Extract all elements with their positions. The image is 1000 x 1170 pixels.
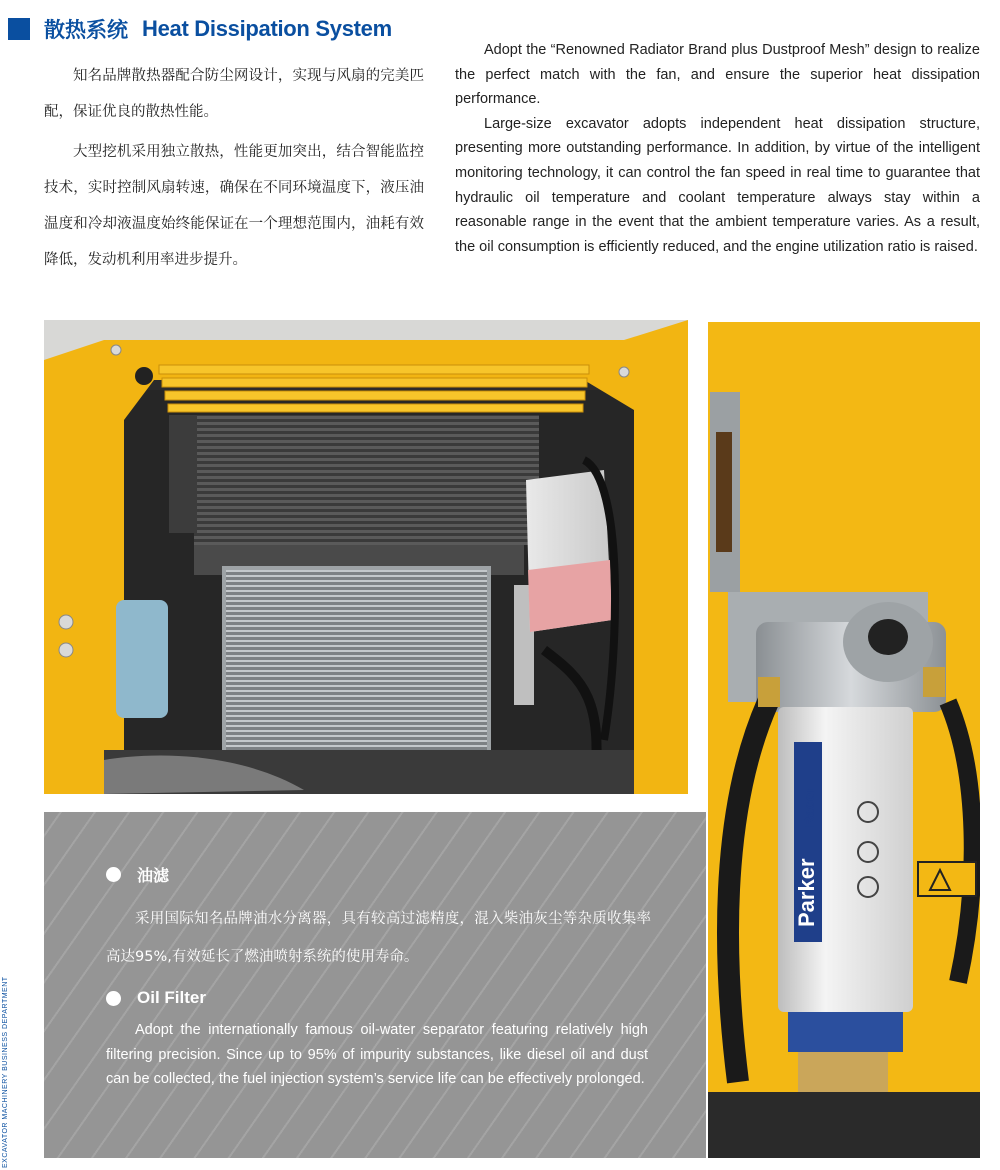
oil-filter-body-en [106, 1018, 648, 1092]
header-square-icon [8, 18, 30, 40]
intro-zh [44, 58, 424, 278]
oil-filter-panel [44, 812, 706, 1158]
radiator-photo [44, 320, 688, 794]
oil-filter-title-en: Oil Filter [137, 988, 206, 1007]
bullet-dot-icon [106, 991, 121, 1006]
radiator-illustration [44, 320, 688, 794]
oil-filter-heading-zh [106, 863, 169, 886]
filter-brand-text: Parker [794, 858, 819, 927]
intro-en [455, 38, 980, 259]
bullet-dot-icon [106, 867, 121, 882]
oil-filter-body-en-text: Adopt the internationally famous oil-water separator featuring relatively high filtering precision. Since up to 95% of impurity substances, like diesel oil and dust can be collected, the fuel injection system’s service life can be effectively prolonged. [106, 1022, 648, 1088]
oil-filter-body-zh [106, 900, 651, 976]
side-department-label: EXCAVATOR MACHINERY BUSINESS DEPARTMENT [2, 976, 9, 1168]
intro-en-paragraph-1: Adopt the “Renowned Radiator Brand plus Dustproof Mesh” design to realize the perfect match with the fan, and ensure the superior heat dissipation performance. [455, 42, 980, 108]
intro-zh-paragraph-1: 知名品牌散热器配合防尘网设计，实现与风扇的完美匹配，保证优良的散热性能。 [44, 68, 424, 120]
oil-filter-photo [708, 322, 980, 1158]
intro-en-paragraph-2: Large-size excavator adopts independent heat dissipation structure, presenting more outstanding performance. In addition, by virtue of the intelligent monitoring technology, it can control the fan speed in real time to guarantee that hydraulic oil temperature and coolant temperature always stay within a reasonable range in the event that the ambient temperature varies. As a result, the oil consumption is efficiently reduced, and the engine utilization ratio is raised. [455, 115, 980, 255]
header-title-zh: 散热系统 [44, 18, 128, 42]
filter-subbrand-text: Racor [801, 787, 817, 827]
intro-zh-paragraph-2: 大型挖机采用独立散热，性能更加突出，结合智能监控技术，实时控制风扇转速，确保在不同环境温度下，液压油温度和冷却液温度始终能保证在一个理想范围内，油耗有效降低，发动机利用率进步提升。 [44, 144, 424, 268]
oil-filter-title-zh: 油滤 [137, 866, 170, 885]
header-title-en: Heat Dissipation System [142, 16, 392, 41]
oil-filter-illustration [708, 322, 980, 1158]
oil-filter-body-zh-text: 采用国际知名品牌油水分离器，具有较高过滤精度，混入柴油灰尘等杂质收集率高达95%,有效延长了燃油喷射系统的使用寿命。 [106, 911, 651, 965]
oil-filter-heading-en [106, 988, 206, 1008]
section-header [8, 14, 392, 44]
